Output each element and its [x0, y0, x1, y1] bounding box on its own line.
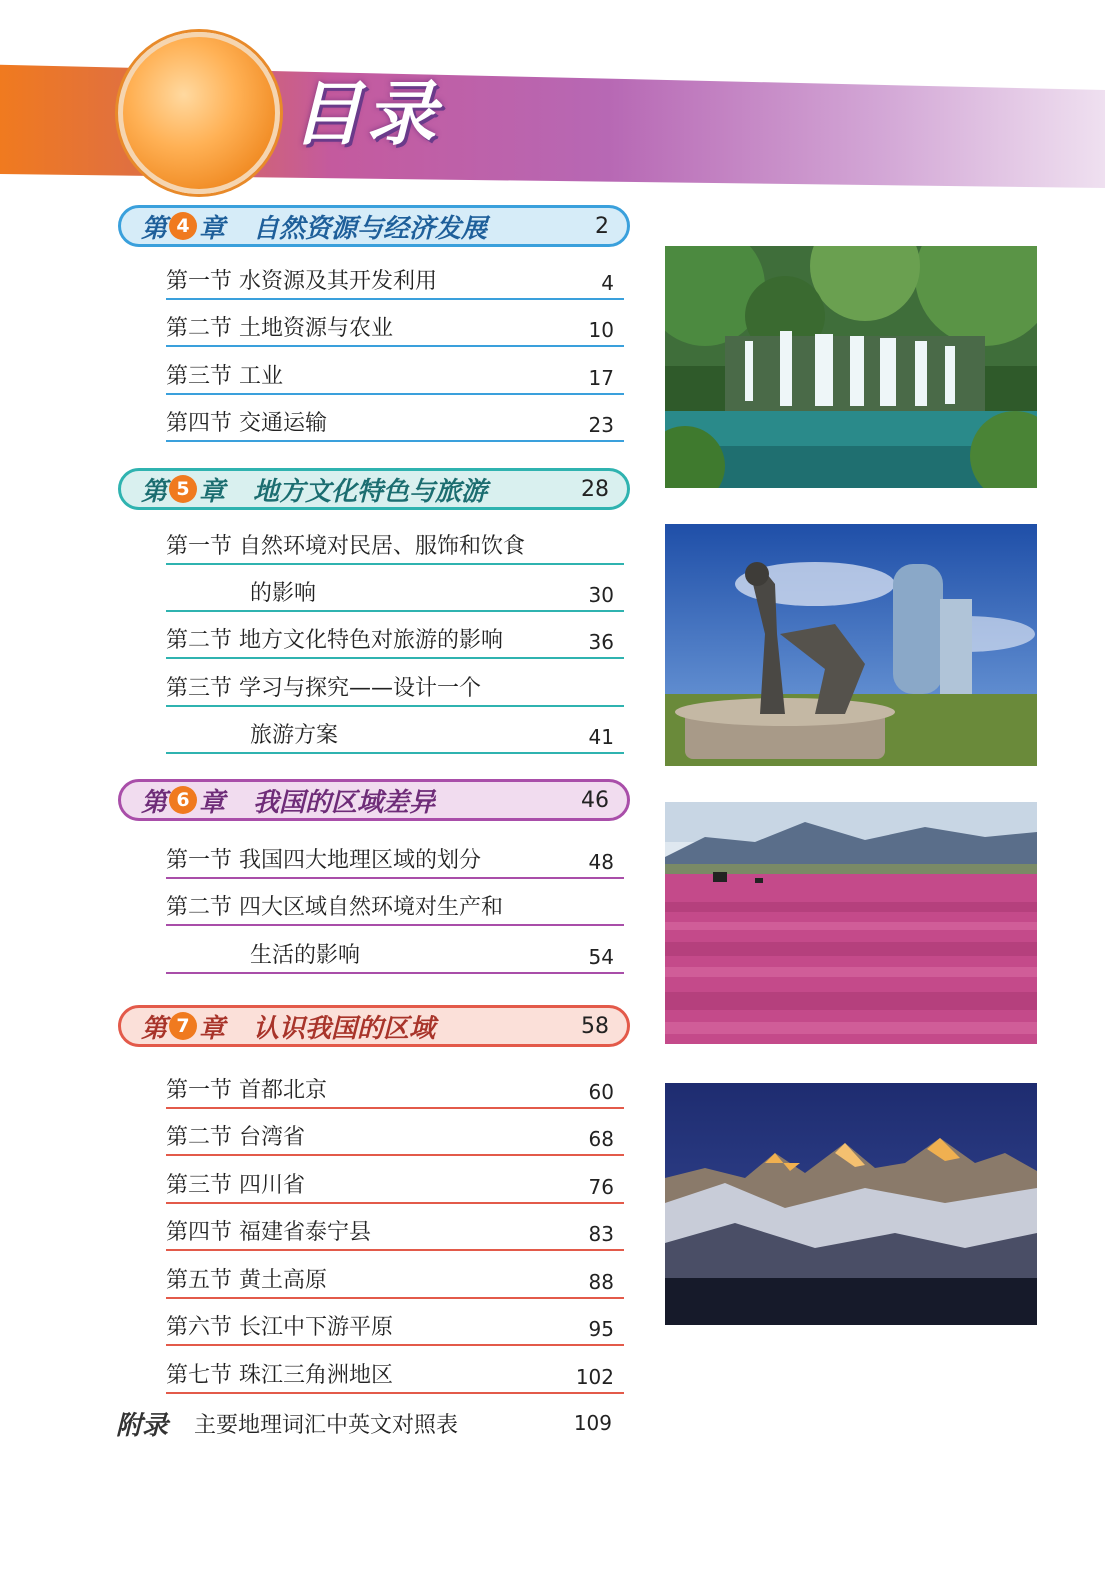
section-page: 68 — [588, 1127, 614, 1151]
section-label: 第二节 台湾省 — [166, 1125, 305, 1150]
toc-section[interactable] — [166, 843, 624, 879]
section-page: 10 — [588, 318, 614, 342]
toc-section[interactable] — [166, 264, 624, 300]
toc-section[interactable] — [166, 1168, 624, 1204]
section-page: 30 — [588, 583, 614, 607]
section-label: 生活的影响 — [250, 943, 361, 968]
toc-section[interactable] — [166, 1358, 624, 1394]
section-label: 第二节 地方文化特色对旅游的影响 — [166, 628, 503, 653]
toc-section[interactable] — [166, 359, 624, 395]
toc-section[interactable] — [166, 938, 624, 974]
chapter-prefix: 第 — [141, 213, 168, 244]
section-label: 第一节 自然环境对民居、服饰和饮食 — [166, 534, 525, 559]
section-page: 102 — [575, 1365, 614, 1389]
section-label: 第一节 水资源及其开发利用 — [166, 269, 437, 294]
appendix-title: 主要地理词汇中英文对照表 — [194, 1412, 459, 1438]
section-label: 第三节 工业 — [166, 364, 283, 389]
chapter-page: 58 — [581, 1013, 609, 1039]
section-page: 23 — [588, 413, 614, 437]
section-label: 第三节 四川省 — [166, 1173, 305, 1198]
section-label: 第一节 我国四大地理区域的划分 — [166, 848, 481, 873]
toc-section[interactable] — [166, 623, 624, 659]
appendix-label: 附录 — [116, 1410, 169, 1441]
section-page: 95 — [588, 1317, 614, 1341]
appendix-entry[interactable] — [116, 1405, 626, 1441]
chapter-suffix: 章 — [199, 213, 226, 244]
sculpture-photo — [665, 524, 1037, 766]
snow-mountain-photo — [665, 1083, 1037, 1325]
chapter-4-heading[interactable] — [118, 205, 630, 247]
page-title: 目录 — [292, 73, 440, 155]
section-page: 36 — [588, 630, 614, 654]
chapter-number-badge: 5 — [169, 475, 197, 503]
toc-section[interactable] — [166, 1073, 624, 1109]
chapter-title: 我国的区域差异 — [253, 787, 436, 818]
section-page: 41 — [588, 725, 614, 749]
section-label: 旅游方案 — [250, 723, 339, 748]
toc-section[interactable] — [166, 718, 624, 754]
chapter-5-heading[interactable] — [118, 468, 630, 510]
toc-section[interactable] — [166, 671, 624, 707]
chapter-suffix: 章 — [199, 787, 226, 818]
section-label: 第七节 珠江三角洲地区 — [166, 1363, 393, 1388]
grassland-photo — [665, 802, 1037, 1044]
toc-section[interactable] — [166, 576, 624, 612]
section-page: 88 — [588, 1270, 614, 1294]
toc-section[interactable] — [166, 1120, 624, 1156]
chapter-number-badge: 4 — [169, 212, 197, 240]
sun-decoration — [118, 32, 280, 194]
toc-section[interactable] — [166, 311, 624, 347]
toc-section[interactable] — [166, 890, 624, 926]
chapter-prefix: 第 — [141, 1013, 168, 1044]
section-label: 第六节 长江中下游平原 — [166, 1315, 393, 1340]
section-page: 17 — [588, 366, 614, 390]
chapter-7-heading[interactable] — [118, 1005, 630, 1047]
section-label: 第三节 学习与探究——设计一个 — [166, 676, 481, 701]
section-label: 第五节 黄土高原 — [166, 1268, 327, 1293]
section-page: 4 — [601, 271, 614, 295]
section-label: 第二节 土地资源与农业 — [166, 316, 393, 341]
section-page: 48 — [588, 850, 614, 874]
appendix-page: 109 — [573, 1411, 612, 1435]
section-label: 第二节 四大区域自然环境对生产和 — [166, 895, 503, 920]
section-label: 的影响 — [250, 581, 317, 606]
section-page: 60 — [588, 1080, 614, 1104]
toc-section[interactable] — [166, 529, 624, 565]
chapter-prefix: 第 — [141, 476, 168, 507]
toc-section[interactable] — [166, 1310, 624, 1346]
chapter-title: 自然资源与经济发展 — [253, 213, 488, 244]
chapter-page: 2 — [595, 213, 609, 239]
toc-section[interactable] — [166, 1263, 624, 1299]
chapter-page: 28 — [581, 476, 609, 502]
toc-section[interactable] — [166, 1215, 624, 1251]
chapter-title: 认识我国的区域 — [253, 1013, 436, 1044]
waterfall-photo — [665, 246, 1037, 488]
section-page: 76 — [588, 1175, 614, 1199]
section-page: 83 — [588, 1222, 614, 1246]
chapter-number-badge: 6 — [169, 786, 197, 814]
chapter-page: 46 — [581, 787, 609, 813]
toc-section[interactable] — [166, 406, 624, 442]
chapter-number-badge: 7 — [169, 1012, 197, 1040]
chapter-prefix: 第 — [141, 787, 168, 818]
section-label: 第一节 首都北京 — [166, 1078, 327, 1103]
section-page: 54 — [588, 945, 614, 969]
chapter-suffix: 章 — [199, 476, 226, 507]
chapter-title: 地方文化特色与旅游 — [253, 476, 488, 507]
chapter-6-heading[interactable] — [118, 779, 630, 821]
chapter-suffix: 章 — [199, 1013, 226, 1044]
section-label: 第四节 交通运输 — [166, 411, 327, 436]
section-label: 第四节 福建省泰宁县 — [166, 1220, 371, 1245]
